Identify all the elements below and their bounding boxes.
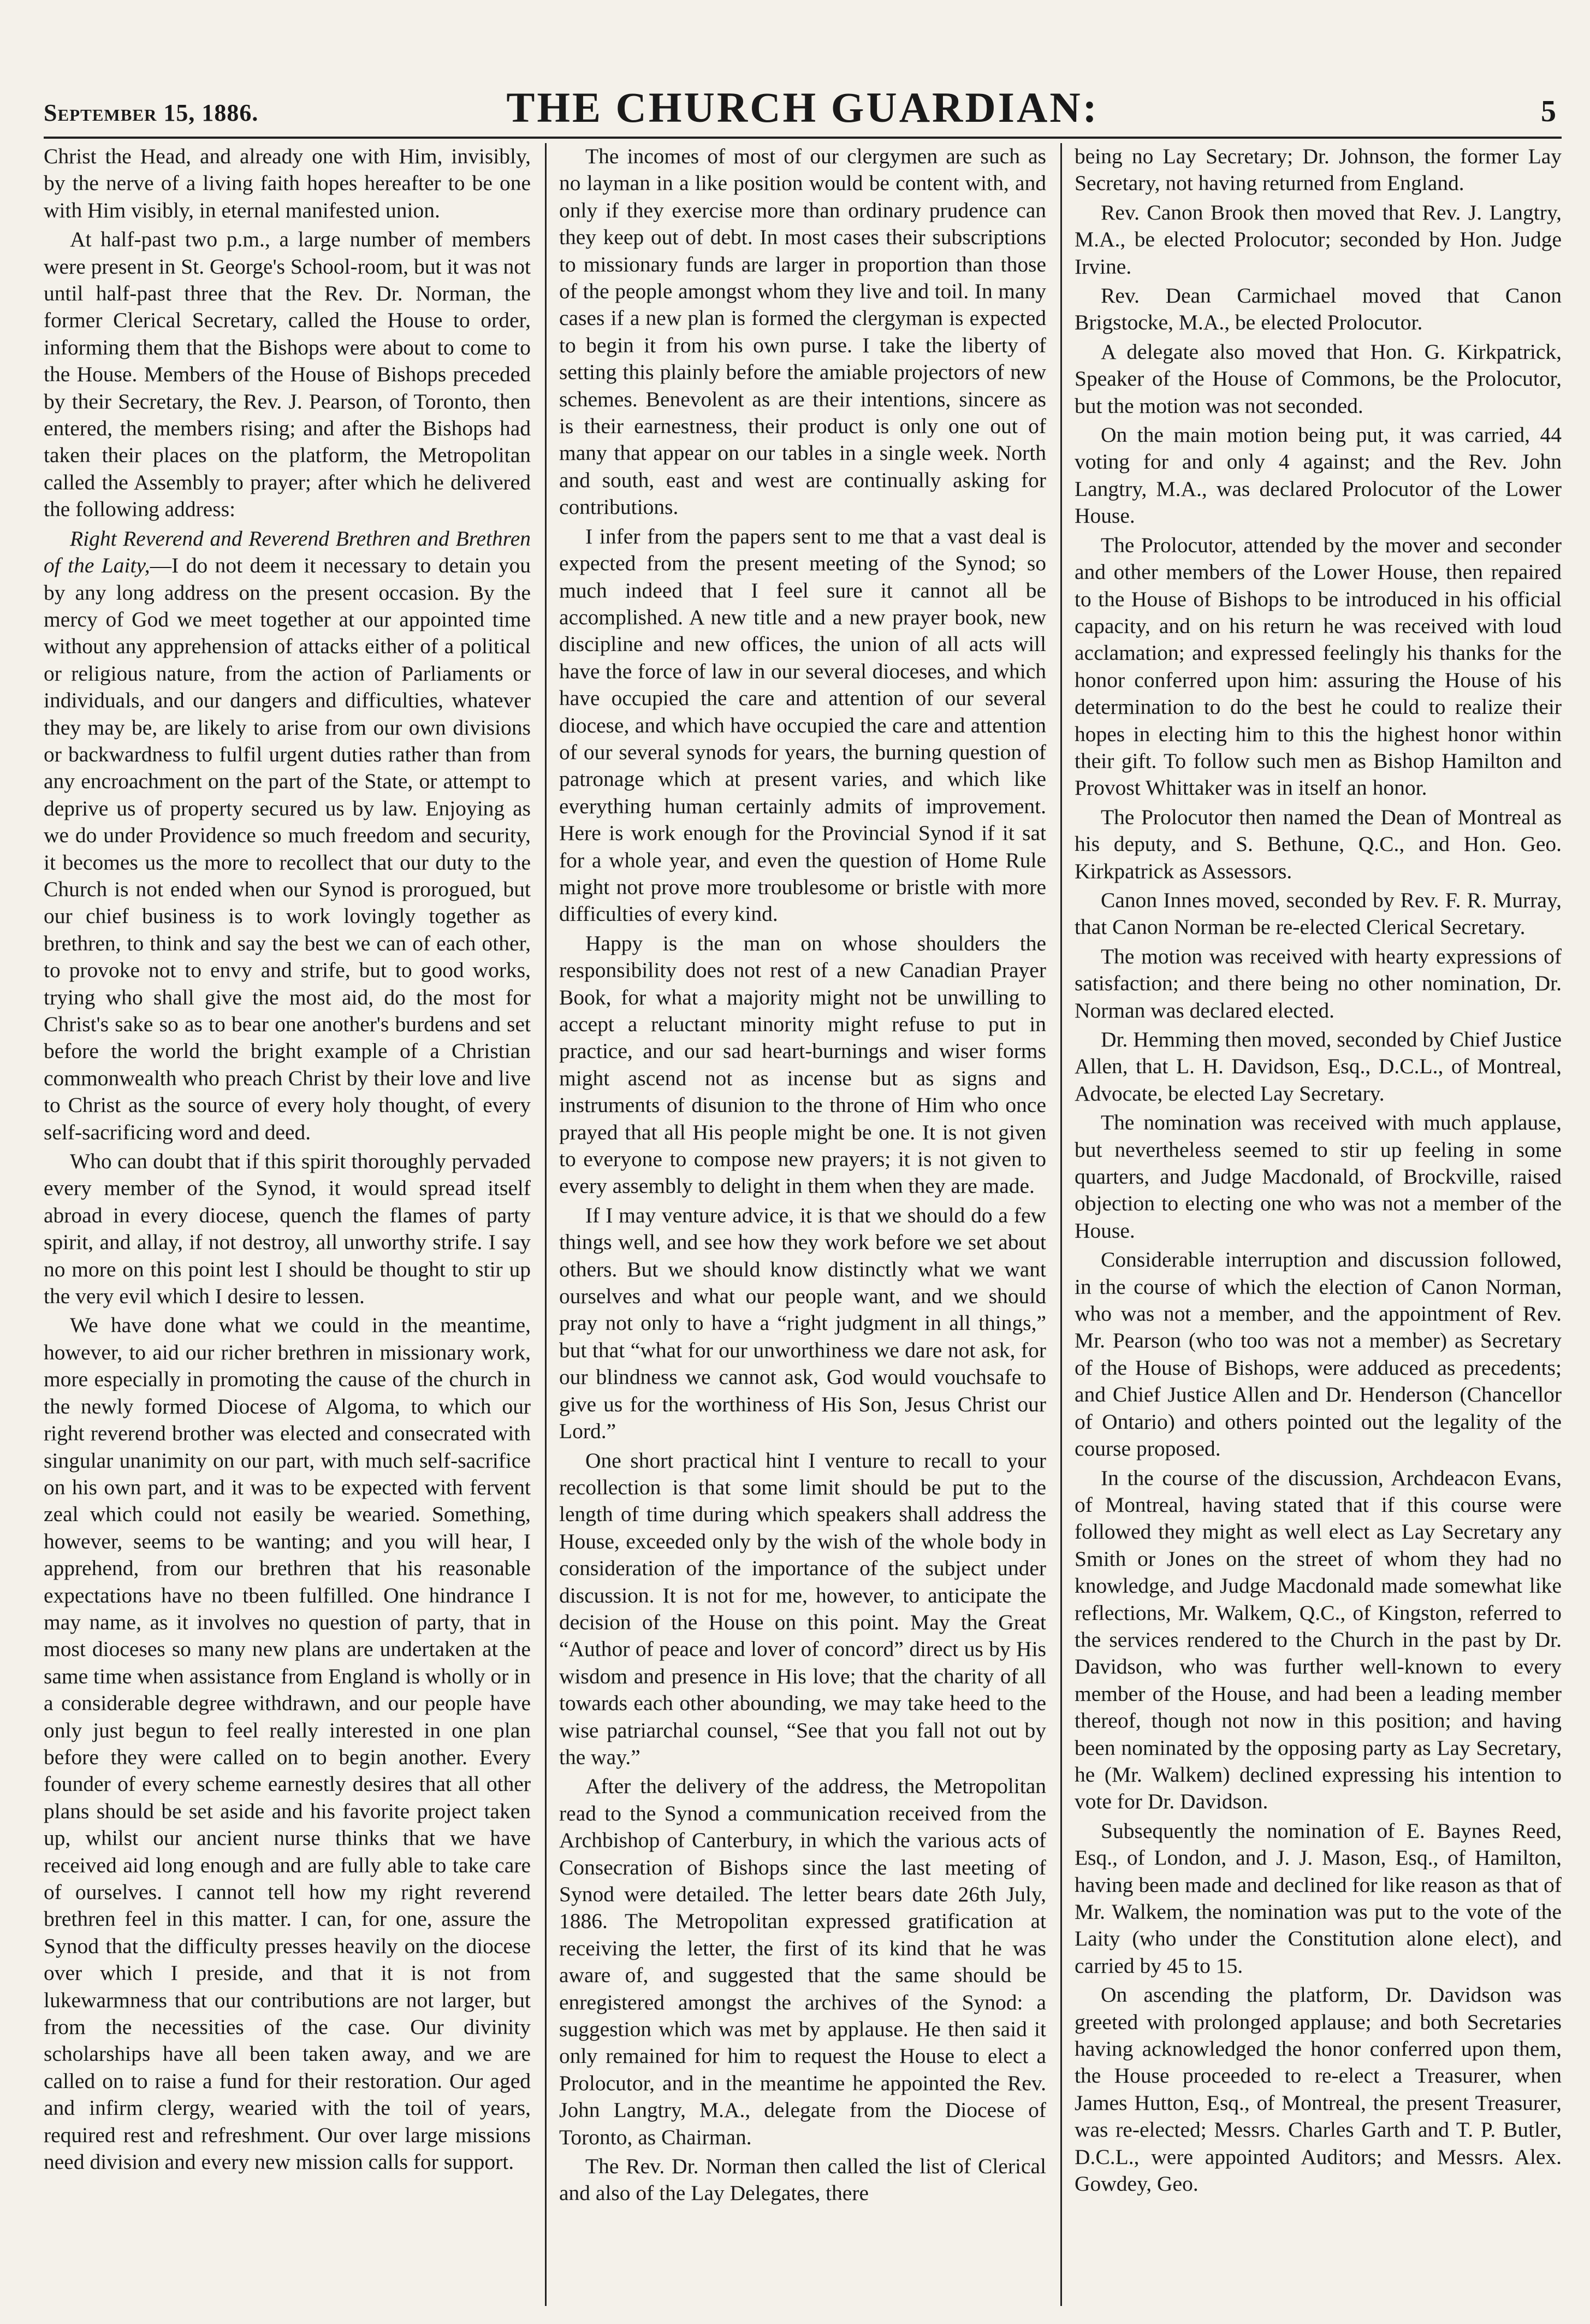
paragraph: A delegate also moved that Hon. G. Kirkpatrick, Speaker of the House of Commons, be the Prolocutor, but the motion was not seconded. [1075, 339, 1562, 418]
page-number: 5 [1541, 94, 1556, 128]
column-divider [1060, 143, 1062, 2306]
paragraph: The incomes of most of our clergymen are such as no layman in a like position would be content with, and only if they exercise more than ordinary prudence can they keep out of debt. In most cases their subscriptions to missionary funds are larger in proportion than those of the people amongst whom they live and toil. In many cases if a new plan is formed the clergyman is expected to begin it from his own purse. I take the liberty of setting this plainly before the amiable projectors of new schemes. Benevolent as are their intentions, sincere as is their earnestness, their product is only one out of many that appear on our tables in a single week. North and south, east and west are continually asking for contributions. [559, 144, 1046, 519]
paragraph: I infer from the papers sent to me that a vast deal is expected from the present meeting of the Synod; so much indeed that I feel sure it cannot all be accomplished. A new title and a new prayer book, new discipline and new offices, the union of all acts will have the force of law in our several dioceses, and which have occupied the care and attention of our several diocese, and which have occupied the care and attention of our several synods for years, the burning question of patronage which at present varies, and which like everything human certainly admits of improvement. Here is work enough for the Provincial Synod if it sat for a whole year, and even the question of Home Rule might not prove more troublesome or bristle with more difficulties of every kind. [559, 524, 1046, 926]
paragraph: In the course of the discussion, Archdeacon Evans, of Montreal, having stated that if this course were followed they might as well elect as Lay Secretary any Smith or Jones on the street of whom they had no knowledge, and Judge Macdonald made somewhat like reflections, Mr. Walkem, Q.C., of Kingston, referred to the services rendered to the Church in the past by Dr. Davidson, who was further well-known to every member of the House, and had been a leading member thereof, though not now in this position; and having been nominated by the opposing party as Lay Secretary, he (Mr. Walkem) declined expressing his intention to vote for Dr. Davidson. [1075, 1465, 1562, 1814]
paragraph: The Rev. Dr. Norman then called the list of Clerical and also of the Lay Delegates, there [559, 2154, 1046, 2205]
newspaper-title: THE CHURCH GUARDIAN: [506, 84, 1099, 131]
paragraph: After the delivery of the address, the Metropolitan read to the Synod a communication received from the Archbishop of Canterbury, in which the various acts of Consecration of Bishops since the last meeting of Synod were detailed. The letter bears date 26th July, 1886. The Metropolitan expressed gratification at receiving the letter, the first of its kind that he was aware of, and suggested that the same should be enregistered amongst the archives of the Synod: a suggestion which was met by applause. He then said it only remained for him to request the House to elect a Prolocutor, and in the meantime he appointed the Rev. John Langtry, M.A., delegate from the Diocese of Toronto, as Chairman. [559, 1774, 1046, 2149]
paragraph: Happy is the man on whose shoulders the responsibility does not rest of a new Canadian Prayer Book, for what a majority might not be unwilling to accept a reluctant minority might refuse to put in practice, and our sad heart-burnings and wiser forms might ascend not as incense but as signs and instruments of disunion to the throne of Him who once prayed that all His people might be one. It is not given to everyone to compose new prayers; it is not given to every assembly to delight in them when they are made. [559, 931, 1046, 1198]
paragraph: Who can doubt that if this spirit thoroughly pervaded every member of the Synod, it would spread itself abroad in every diocese, quench the flames of party spirit, and allay, if not destroy, all unworthy strife. I say no more on this point lest I should be thought to stir up the very evil which I desire to lessen. [44, 1149, 531, 1309]
column-2 [559, 143, 1046, 2306]
column-3 [1075, 143, 1562, 2306]
paragraph: The nomination was received with much applause, but nevertheless seemed to stir up feeling in some quarters, and Judge Macdonald, of Brockville, raised objection to electing one who was not a member of the House. [1075, 1110, 1562, 1243]
paragraph: We have done what we could in the meantime, however, to aid our richer brethren in missionary work, more especially in promoting the cause of the church in the newly formed Diocese of Algoma, to which our right reverend brother was elected and consecrated with singular unanimity on our part, with much self-sacrifice on his own part, and it was to be expected with fervent zeal which could not easily be wearied. Something, however, seems to be wanting; and you will hear, I apprehend, from our brethren that his reasonable expectations have no tbeen fulfilled. One hindrance I may name, as it involves no question of party, that in most dioceses so many new plans are undertaken at the same time when assistance from England is wholly or in a considerable degree withdrawn, and our people have only just begun to feel really interested in one plan before they were called on to begin another. Every founder of every scheme earnestly desires that all other plans should be set aside and his favorite project taken up, whilst our ancient nurse thinks that we have received aid long enough and are fully able to take care of ourselves. I cannot tell how my right reverend brethren feel in this matter. I can, for one, assure the Synod that the difficulty presses heavily on the diocese over which I preside, and that it is not from lukewarmness that our contributions are not larger, but from the necessities of the case. Our divinity scholarships have all been taken away, and we are called on to raise a fund for their restoration. Our aged and infirm clergy, wearied with the toil of years, required rest and refreshment. Our over large missions need division and every new mission calls for support. [44, 1313, 531, 2174]
paragraph: Canon Innes moved, seconded by Rev. F. R. Murray, that Canon Norman be re-elected Clerical Secretary. [1075, 888, 1562, 939]
paragraph: On the main motion being put, it was carried, 44 voting for and only 4 against; and the Rev. John Langtry, M.A., was declared Prolocutor of the Lower House. [1075, 423, 1562, 528]
paragraph: The motion was received with hearty expressions of satisfaction; and there being no other nomination, Dr. Norman was declared elected. [1075, 944, 1562, 1022]
paragraph: being no Lay Secretary; Dr. Johnson, the former Lay Secretary, not having returned from England. [1075, 144, 1562, 196]
paragraph: One short practical hint I venture to recall to your recollection is that some limit should be put to the length of time during which speakers shall address the House, exceeded only by the wish of the whole body in consideration of the importance of the subject under discussion. It is not for me, however, to anticipate the decision of the House on this point. May the Great “Author of peace and lover of concord” direct us by His wisdom and presence in His love; that the charity of all towards each other abounding, we may take heed to the wise patriarchal counsel, “See that you fall not out by the way.” [559, 1448, 1046, 1769]
column-divider [545, 143, 547, 2306]
paragraph: The Prolocutor then named the Dean of Montreal as his deputy, and S. Bethune, Q.C., and Hon. Geo. Kirkpatrick as Assessors. [1075, 805, 1562, 883]
paragraph: On ascending the platform, Dr. Davidson was greeted with prolonged applause; and both Secretaries having acknowledged the honor conferred upon them, the House proceeded to re-elect a Treasurer, when James Hutton, Esq., of Montreal, the present Treasurer, was re-elected; Messrs. Charles Garth and T. P. Butler, D.C.L., were appointed Auditors; and Messrs. Alex. Gowdey, Geo. [1075, 1983, 1562, 2196]
issue-date: September 15, 1886. [44, 99, 259, 126]
paragraph: Christ the Head, and already one with Him, invisibly, by the nerve of a living faith hopes hereafter to be one with Him visibly, in eternal manifested union. [44, 144, 531, 222]
paragraph: The Prolocutor, attended by the mover and seconder and other members of the Lower House, then repaired to the House of Bishops to be introduced in his official capacity, and on his return he was received with loud acclamation; and expressed feelingly his thanks for the honor conferred upon him: assuring the House of his determination to do the best he could to realize their hopes in electing him to this the highest honor within their gift. To follow such men as Bishop Hamilton and Provost Whittaker was in itself an honor. [1075, 533, 1562, 800]
paragraph: At half-past two p.m., a large number of members were present in St. George's School-room, but it was not until half-past three that the Rev. Dr. Norman, the former Clerical Secretary, called the House to order, informing them that the Bishops were about to come to the House. Members of the House of Bishops preceded by their Secretary, the Rev. J. Pearson, of Toronto, then entered, the members rising; and after the Bishops had taken their places on the platform, the Metropolitan called the Assembly to prayer; after which he delivered the following address: [44, 227, 531, 522]
paragraph: Subsequently the nomination of E. Baynes Reed, Esq., of London, and J. J. Mason, Esq., of Hamilton, having been made and declined for like reason as that of Mr. Walkem, the nomination was put to the vote of the Laity (who under the Constitution alone elect), and carried by 45 to 15. [1075, 1818, 1562, 1978]
address-paragraph: Right Reverend and Reverend Brethren and Brethren of the Laity,—I do not deem it necessary to detain you by any long address on the present occasion. By the mercy of God we meet together at our appointed time without any apprehension of attacks either of a political or religious nature, from the action of Parliaments or individuals, and our dangers and difficulties, whatever they may be, are likely to arise from our own divisions or backwardness to fulfil urgent duties rather than from any encroachment on the part of the State, or attempt to deprive us of property secured us by law. Enjoying as we do under Providence so much freedom and security, it becomes us the more to recollect that our duty to the Church is not ended when our Synod is prorogued, but our chief business is to work lovingly together as brethren, to think and say the best we can of each other, to provoke not to envy and strife, but to good works, trying who shall give the most aid, do the most for Christ's sake so as to bear one another's burdens and set before the world the bright example of a Christian commonwealth who preach Christ by their love and live to Christ as the source of every holy thought, of every self-sacrificing word and deed. [44, 526, 531, 1144]
masthead [44, 76, 1562, 139]
column-1 [44, 143, 531, 2306]
paragraph: Rev. Dean Carmichael moved that Canon Brigstocke, M.A., be elected Prolocutor. [1075, 283, 1562, 335]
paragraph: If I may venture advice, it is that we should do a few things well, and see how they work before we set about others. But we should know distinctly what we want ourselves and what our people want, and we should pray not only to have a “right judgment in all things,” but that “what for our unworthiness we dare not ask, for our blindness we cannot ask, God would vouchsafe to give us for the worthiness of His Son, Jesus Christ our Lord.” [559, 1203, 1046, 1444]
paragraph: Rev. Canon Brook then moved that Rev. J. Langtry, M.A., be elected Prolocutor; seconded by Hon. Judge Irvine. [1075, 200, 1562, 279]
paragraph: Dr. Hemming then moved, seconded by Chief Justice Allen, that L. H. Davidson, Esq., D.C.L., of Montreal, Advocate, be elected Lay Secretary. [1075, 1027, 1562, 1105]
article-columns [44, 143, 1562, 2306]
paragraph: Considerable interruption and discussion followed, in the course of which the election of Canon Norman, who was not a member, and the appointment of Rev. Mr. Pearson (who too was not a member) as Secretary of the House of Bishops, were adduced as precedents; and Chief Justice Allen and Dr. Henderson (Chancellor of Ontario) and others pointed out the legality of the course proposed. [1075, 1247, 1562, 1461]
